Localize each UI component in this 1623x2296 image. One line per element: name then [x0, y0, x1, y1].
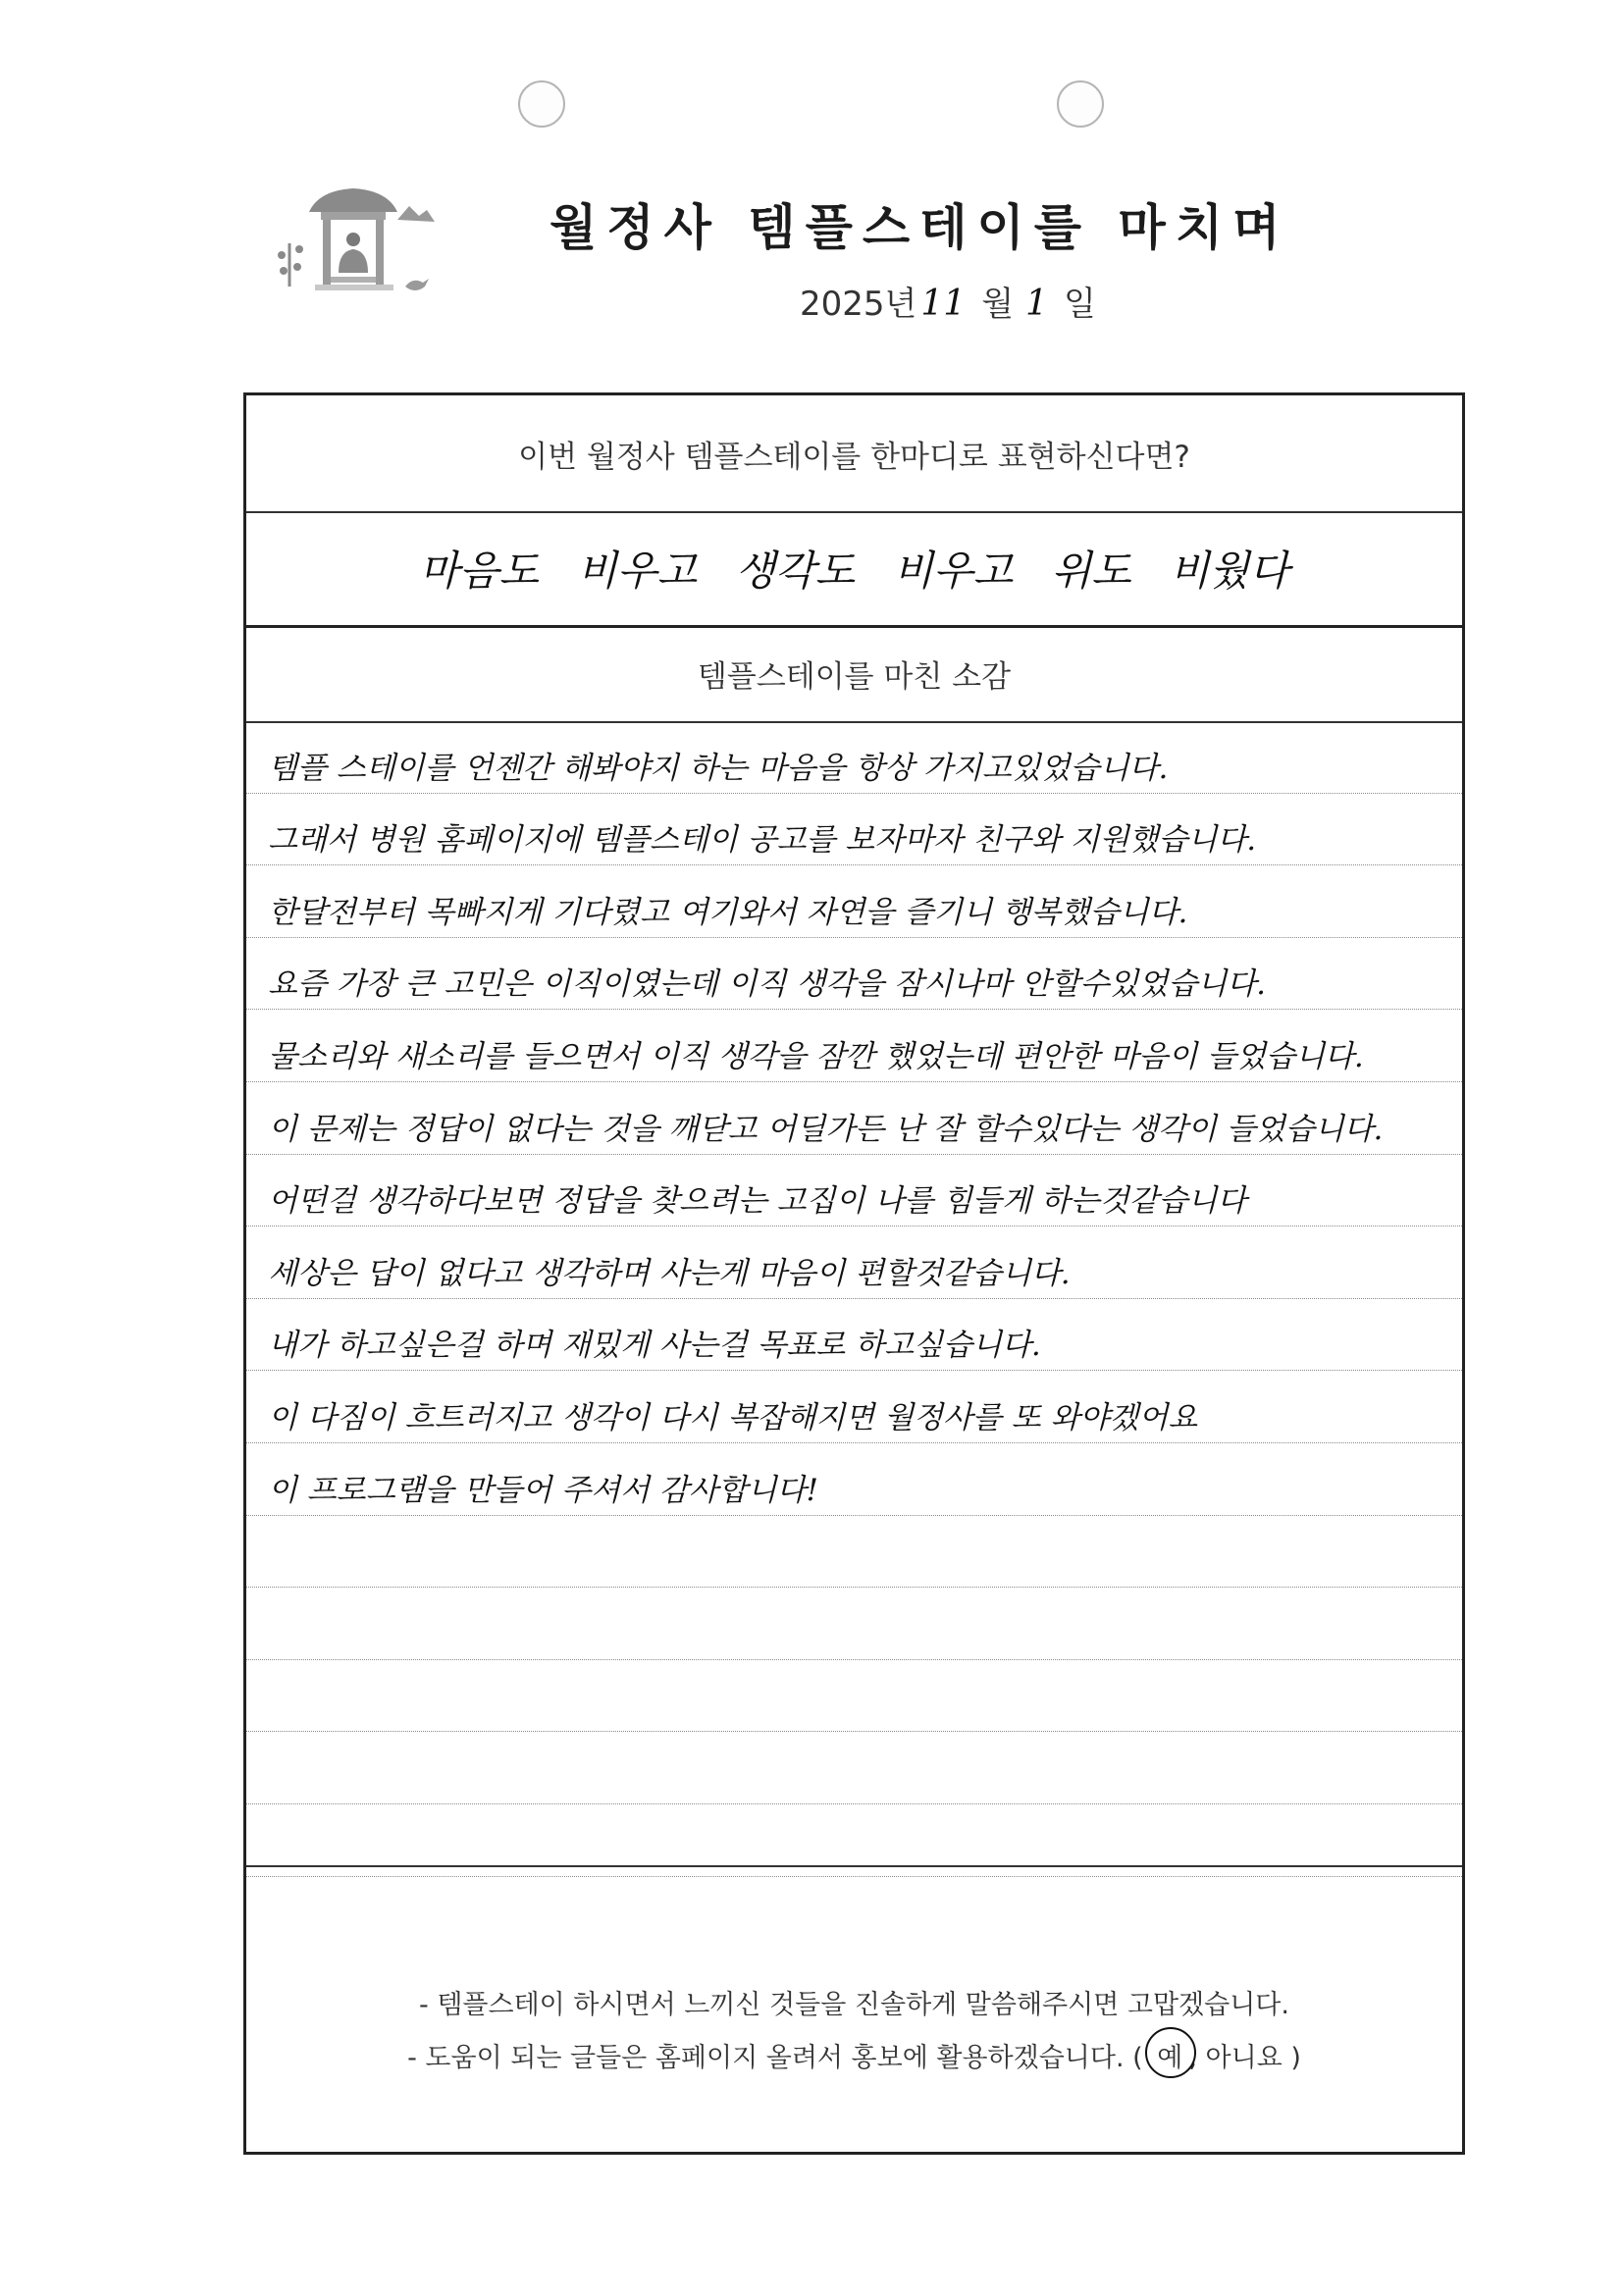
page-title: 월정사 템플스테이를 마치며	[550, 199, 1290, 256]
date-row	[800, 277, 1096, 325]
note-publish-consent	[246, 2036, 1462, 2074]
writing-line[interactable]: 이 프로그램을 만들어 주셔서 감사합니다!	[246, 1443, 1462, 1516]
note-honest-feedback: - 템플스테이 하시면서 느끼신 것들을 진솔하게 말씀해주시면 고맙겠습니다.	[419, 1990, 1289, 2020]
writing-line[interactable]: 그래서 병원 홈페이지에 템플스테이 공고를 보자마자 친구와 지원했습니다.	[246, 794, 1462, 866]
writing-line[interactable]: 세상은 답이 없다고 생각하며 사는게 마음이 편할것같습니다.	[246, 1226, 1462, 1299]
writing-line[interactable]: 물소리와 새소리를 들으면서 이직 생각을 잠깐 했었는데 편안한 마음이 들었습니다.	[246, 1010, 1462, 1082]
writing-line[interactable]: 한달전부터 목빠지게 기다렸고 여기와서 자연을 즐기니 행복했습니다.	[246, 865, 1462, 938]
writing-line[interactable]: 요즘 가장 큰 고민은 이직이였는데 이직 생각을 잠시나마 안할수있었습니다.	[246, 938, 1462, 1011]
writing-line[interactable]: 내가 하고싶은걸 하며 재밌게 사는걸 목표로 하고싶습니다.	[246, 1299, 1462, 1372]
writing-line[interactable]: 템플 스테이를 언젠간 해봐야지 하는 마음을 항상 가지고있었습니다.	[246, 721, 1462, 794]
answer-one-field[interactable]: 마음도 비우고 생각도 비우고 위도 비웠다	[246, 511, 1462, 628]
feedback-form	[243, 392, 1465, 2155]
writing-line[interactable]	[246, 1516, 1462, 1589]
writing-line[interactable]	[246, 1660, 1462, 1733]
writing-line[interactable]: 이 문제는 정답이 없다는 것을 깨닫고 어딜가든 난 잘 할수있다는 생각이 들었습니다.	[246, 1082, 1462, 1155]
date-year: 2025년	[800, 285, 917, 324]
question-two: 템플스테이를 마친 소감	[246, 625, 1462, 723]
answer-two-lines	[246, 721, 1462, 1877]
form-notes	[246, 1865, 1462, 2152]
consent-prefix: - 도움이 되는 글들은 홈페이지 올려서 홍보에 활용하겠습니다. (	[407, 2043, 1143, 2073]
writing-line[interactable]	[246, 1732, 1462, 1804]
date-day-label: 일	[1063, 285, 1096, 324]
date-month-label: 월	[981, 285, 1015, 324]
consent-yes-option[interactable]: 예	[1151, 2036, 1188, 2074]
date-day-value[interactable]: 1	[1025, 284, 1048, 324]
temple-buddha-logo-icon	[260, 184, 437, 312]
date-month-value[interactable]: 11	[920, 284, 967, 324]
writing-line[interactable]: 어떤걸 생각하다보면 정답을 찾으려는 고집이 나를 힘들게 하는것같습니다	[246, 1155, 1462, 1227]
punch-hole-left	[518, 80, 565, 128]
consent-rest[interactable]: , 아니요 )	[1188, 2043, 1301, 2073]
writing-line[interactable]	[246, 1588, 1462, 1660]
writing-line[interactable]: 이 다짐이 흐트러지고 생각이 다시 복잡해지면 월정사를 또 와야겠어요	[246, 1371, 1462, 1443]
question-one: 이번 월정사 템플스테이를 한마디로 표현하신다면?	[246, 395, 1462, 513]
punch-hole-right	[1057, 80, 1104, 128]
